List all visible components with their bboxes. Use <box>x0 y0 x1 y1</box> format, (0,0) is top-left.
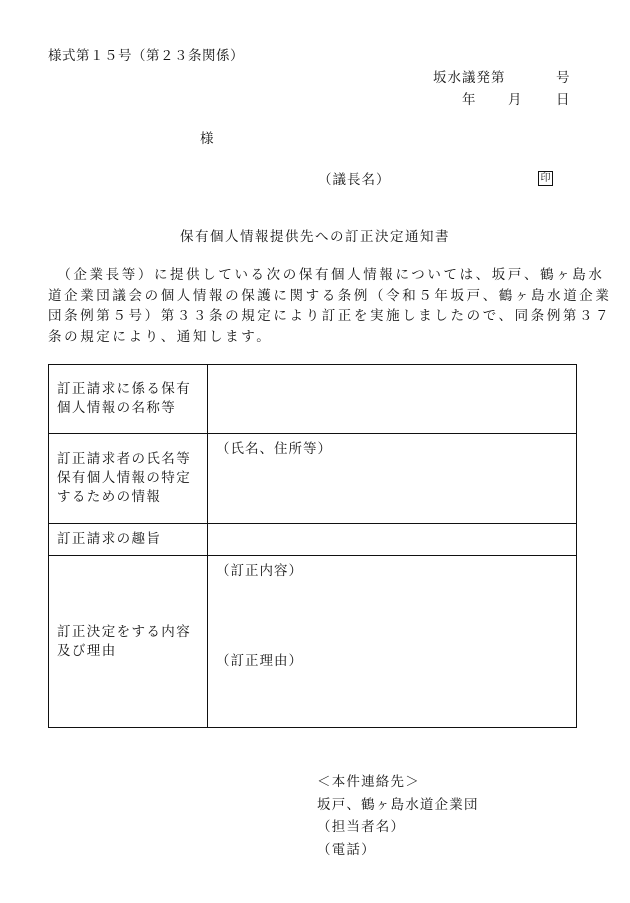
contact-organization: 坂戸、鶴ヶ島水道企業団 <box>317 796 479 813</box>
date-month: 月 <box>508 92 522 108</box>
value-requester-info <box>208 434 577 524</box>
chair-name: （議長名） <box>318 172 391 188</box>
document-number-unit: 号 <box>556 70 570 86</box>
date-day: 日 <box>556 92 570 108</box>
contact-block <box>317 771 479 861</box>
document-number-label: 坂水議発第 <box>433 70 506 86</box>
correction-details-table <box>48 364 577 728</box>
hint-correction-reason: （訂正理由） <box>216 653 303 669</box>
body-line: 道企業団議会の個人情報の保護に関する条例（令和５年坂戸、鶴ヶ島水道企業 <box>48 287 612 304</box>
body-line: 条の規定により、通知します。 <box>48 328 273 345</box>
date-year: 年 <box>462 92 476 108</box>
value-record-name <box>208 365 577 434</box>
value-decision-reason <box>208 556 577 728</box>
table-row-record-name <box>49 365 577 434</box>
value-request-purpose <box>208 524 577 556</box>
hint-name-address: （氏名、住所等） <box>216 441 332 457</box>
document-title: 保有個人情報提供先への訂正決定通知書 <box>180 229 450 245</box>
label-requester-info: 訂正請求者の氏名等 保有個人情報の特定 するための情報 <box>49 434 208 524</box>
body-line: （企業長等）に提供している次の保有個人情報については、坂戸、鶴ヶ島水 <box>48 267 605 283</box>
body-paragraph <box>48 265 612 347</box>
addressee-suffix: 様 <box>200 131 214 147</box>
table-row-requester <box>49 434 577 524</box>
label-record-name: 訂正請求に係る保有 個人情報の名称等 <box>49 365 208 434</box>
hint-correction-content: （訂正内容） <box>216 563 303 579</box>
label-request-purpose: 訂正請求の趣旨 <box>49 524 208 556</box>
table-row-purpose <box>49 524 577 556</box>
seal-stamp: 印 <box>538 171 553 186</box>
label-decision-reason: 訂正決定をする内容 及び理由 <box>49 556 208 728</box>
form-number: 様式第１５号（第２３条関係） <box>48 48 244 64</box>
contact-phone: （電話） <box>317 841 376 858</box>
body-line: 団条例第５号）第３３条の規定により訂正を実施しましたので、同条例第３７ <box>48 308 612 324</box>
contact-person: （担当者名） <box>317 819 406 835</box>
table-row-decision <box>49 556 577 728</box>
contact-heading: ＜本件連絡先＞ <box>317 774 420 790</box>
